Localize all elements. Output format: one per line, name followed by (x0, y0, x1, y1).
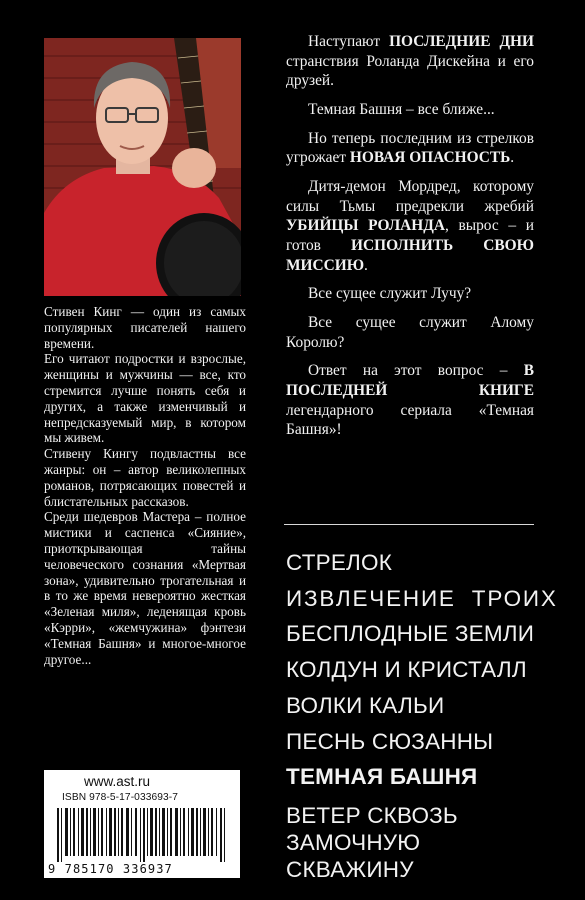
bio-paragraph: Стивену Кингу подвластны все жанры: он – автор великолепных романов, потрясающих повестей и блистательных рассказов. (44, 446, 246, 509)
series-title-current: ТЕМНАЯ БАШНЯ (286, 764, 478, 790)
blurb (286, 32, 534, 449)
text: Дитя-демон Мордред, которому силы Тьмы предрекли жребий (286, 178, 534, 215)
series-title: ВЕТЕР СКВОЗЬ ЗАМОЧНУЮ СКВАЖИНУ (286, 802, 458, 882)
series-list (286, 545, 558, 883)
blurb-paragraph (286, 361, 534, 439)
divider (284, 524, 534, 525)
author-photo (44, 38, 241, 296)
emphasis: НОВАЯ ОПАСНОСТЬ (349, 149, 511, 167)
author-bio (44, 304, 246, 667)
blurb-paragraph (286, 32, 534, 91)
blurb-paragraph (286, 177, 534, 275)
barcode-icon (57, 808, 229, 862)
barcode-box (44, 770, 240, 878)
blurb-paragraph: Темная Башня – все ближе... (308, 100, 495, 118)
text: легендарного сериала «Темная Башня»! (286, 401, 534, 439)
text: Но теперь последним из стрелков угрожает (286, 129, 534, 167)
series-title: ИЗВЛЕЧЕНИЕ ТРОИХ (286, 585, 558, 611)
text: Ответ на этот вопрос – (308, 362, 524, 380)
text: . (364, 256, 368, 274)
barcode-number: 9 785170 336937 (48, 862, 173, 876)
series-title: ВОЛКИ КАЛЬИ (286, 692, 445, 718)
emphasis: ИСПОЛНИТЬ СВОЮ МИССИЮ (286, 236, 534, 274)
bio-paragraph: Его читают подростки и взрослые, женщины и мужчины — все, кто стремится лучше понять себя и других, а также изменчивый и непредсказуемый мир, в котором мы живем. (44, 351, 246, 446)
bio-paragraph: Стивен Кинг — один из самых популярных писателей нашего времени. (44, 304, 246, 351)
series-title: БЕСПЛОДНЫЕ ЗЕМЛИ (286, 621, 535, 647)
blurb-paragraph: Все сущее служит Лучу? (308, 285, 472, 303)
blurb-paragraph: Все сущее служит Алому Королю? (286, 314, 534, 351)
publisher-url: www.ast.ru (84, 774, 151, 789)
emphasis: В ПОСЛЕДНЕЙ КНИГЕ (286, 362, 534, 400)
text: . (510, 149, 515, 167)
emphasis: УБИЙЦЫ РОЛАНДА (286, 217, 445, 235)
emphasis: ПОСЛЕДНИЕ ДНИ (389, 33, 534, 50)
text: Наступают (308, 33, 390, 50)
series-title: ПЕСНЬ СЮЗАННЫ (286, 728, 494, 754)
series-title: СТРЕЛОК (286, 550, 393, 575)
text: странствия Роланда Дискейна и его друзей. (286, 52, 534, 90)
bio-paragraph: Среди шедевров Мастера – полное мистики и саспенса «Сияние», приоткрывающая тайны человеческого сознания «Мертвая зона», удивительно трогательная и в то же время невероятно жесткая «Зеленая миля», леденящая кровь «Кэрри», «жемчужина» фэнтези «Темная Башня» и многое-многое другое... (44, 509, 246, 667)
blurb-paragraph (286, 129, 534, 168)
text: , вырос – и готов (286, 217, 534, 254)
series-title: КОЛДУН И КРИСТАЛЛ (286, 657, 527, 683)
isbn-label: ISBN 978-5-17-033693-7 (62, 792, 179, 803)
